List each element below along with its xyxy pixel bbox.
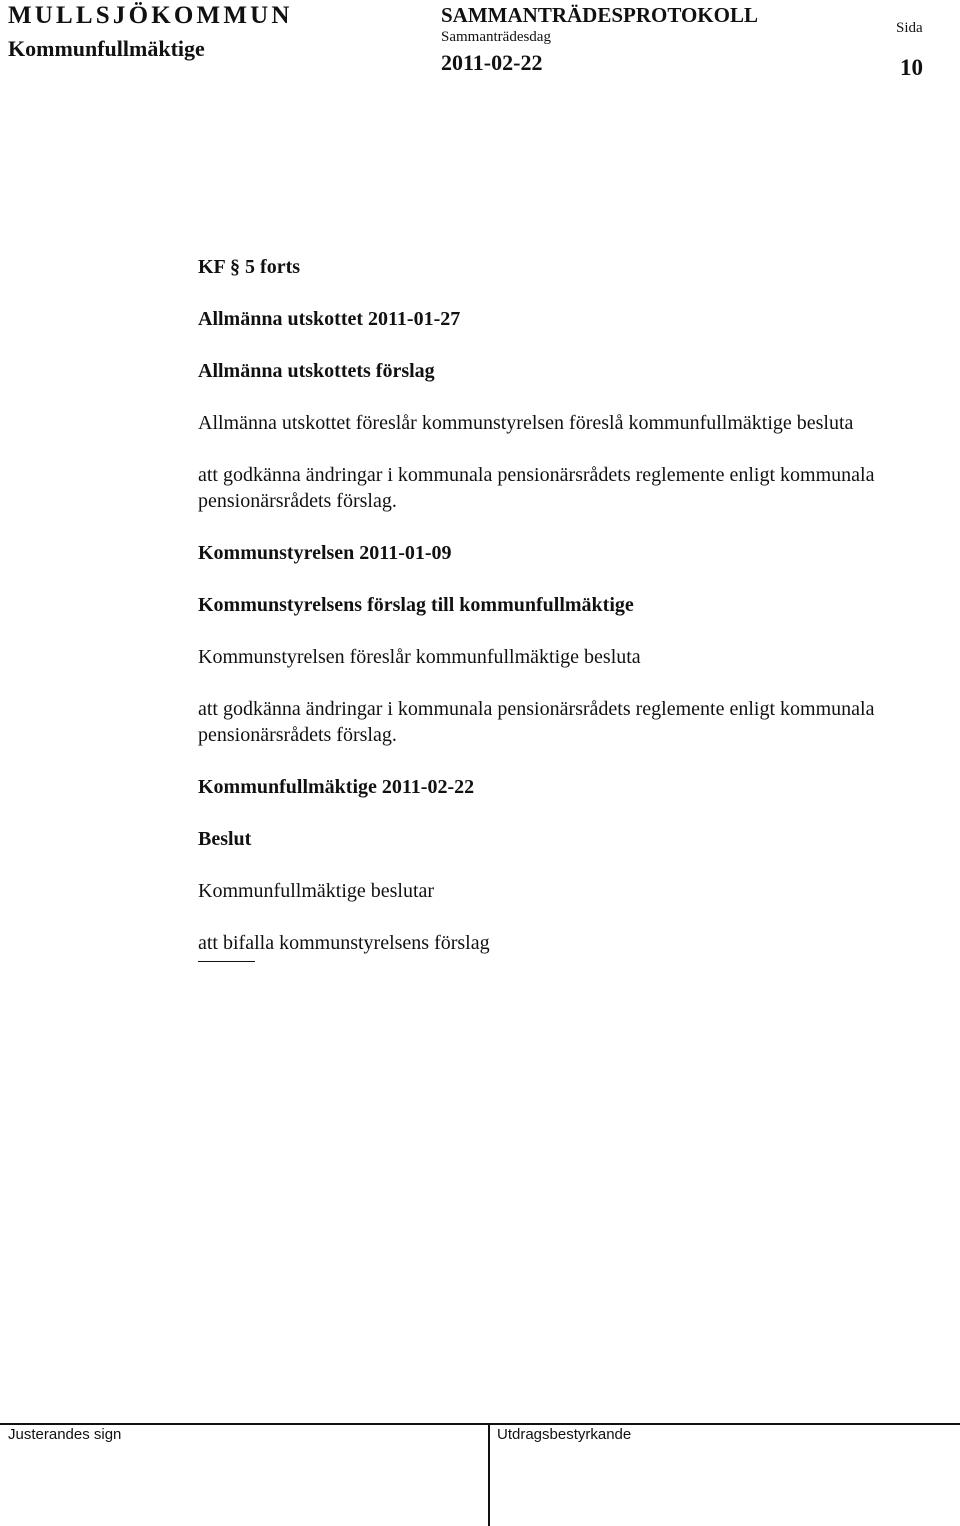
end-rule: [198, 961, 255, 962]
ks-proposal-heading: Kommunstyrelsens förslag till kommunfullmäktige: [198, 594, 634, 616]
ks-proposal-text: Kommunstyrelsen föreslår kommunfullmäktige besluta: [198, 646, 641, 668]
meeting-date-label: Sammanträdesdag: [441, 29, 551, 45]
au-heading: Allmänna utskottet 2011-01-27: [198, 308, 461, 330]
organization-name: MULLSJÖKOMMUN: [8, 2, 293, 29]
document-type: SAMMANTRÄDESPROTOKOLL: [441, 3, 758, 27]
protocol-content: [198, 254, 898, 962]
page-number: 10: [900, 55, 923, 80]
decision-text: Kommunfullmäktige beslutar: [198, 880, 435, 902]
ks-heading: Kommunstyrelsen 2011-01-09: [198, 542, 452, 564]
footer-rule: [0, 1423, 960, 1425]
au-proposal-text: Allmänna utskottet föreslår kommunstyrelsen föreslå kommunfullmäktige besluta: [198, 412, 854, 434]
au-att-clause: att godkänna ändringar i kommunala pensionärsrådets reglemente enligt kommunala pensionärsrådets förslag.: [198, 464, 875, 512]
ks-att-clause: att godkänna ändringar i kommunala pensionärsrådets reglemente enligt kommunala pensionärsrådets förslag.: [198, 698, 875, 746]
section-heading: KF § 5 forts: [198, 256, 301, 278]
decision-att-clause: att bifalla kommunstyrelsens förslag: [198, 932, 490, 954]
au-proposal-heading: Allmänna utskottets förslag: [198, 360, 435, 382]
kf-heading: Kommunfullmäktige 2011-02-22: [198, 776, 475, 798]
certification-label: Utdragsbestyrkande: [497, 1426, 632, 1443]
body-name: Kommunfullmäktige: [8, 36, 205, 61]
meeting-date: 2011-02-22: [441, 50, 543, 75]
footer-divider: [488, 1424, 490, 1526]
decision-heading: Beslut: [198, 828, 252, 850]
page-label: Sida: [896, 20, 923, 36]
signature-label: Justerandes sign: [8, 1426, 122, 1443]
